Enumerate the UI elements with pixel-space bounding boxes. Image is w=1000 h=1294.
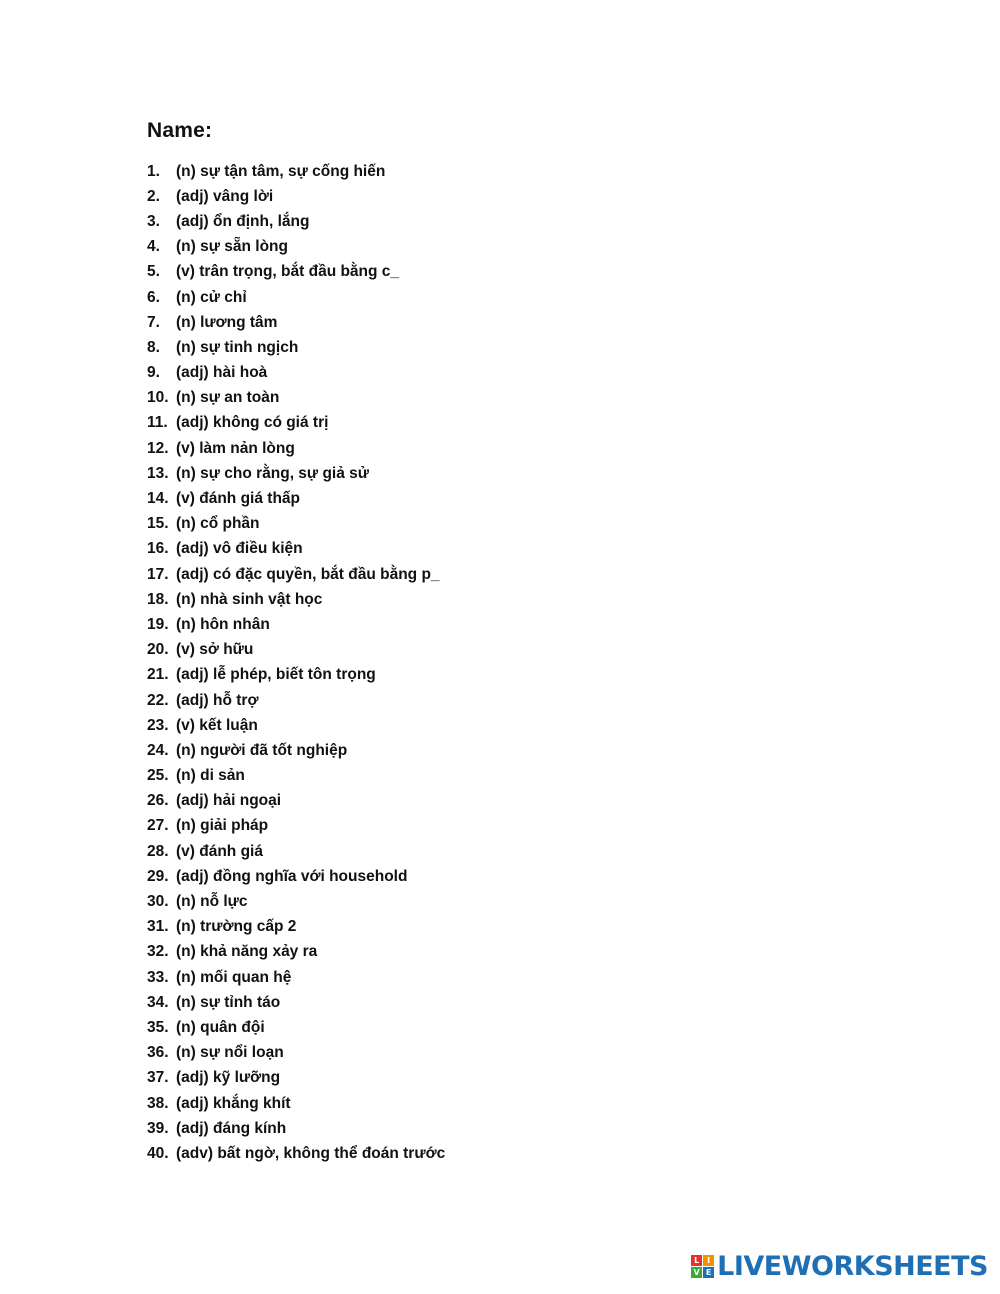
list-item xyxy=(147,789,445,814)
item-text: (adj) kỹ lưỡng xyxy=(176,1069,281,1087)
item-number: 4. xyxy=(147,238,160,256)
item-text: (adj) vâng lời xyxy=(176,187,274,205)
item-number: 27. xyxy=(147,817,169,835)
logo-mark-cell: E xyxy=(703,1267,714,1278)
item-number: 5. xyxy=(147,263,160,281)
list-item xyxy=(147,713,445,738)
item-text: (n) sự tỉnh táo xyxy=(176,993,281,1011)
item-number: 18. xyxy=(147,590,169,608)
item-text: (adj) đáng kính xyxy=(176,1119,287,1137)
item-text: (n) sự an toàn xyxy=(176,389,280,407)
item-text: (adj) hải ngoại xyxy=(176,792,282,810)
item-number: 31. xyxy=(147,918,169,936)
list-item xyxy=(147,335,445,360)
list-item xyxy=(147,486,445,511)
item-text: (n) lương tâm xyxy=(176,313,278,331)
item-text: (n) hôn nhân xyxy=(176,615,270,633)
logo-mark-cell: V xyxy=(691,1267,702,1278)
item-number: 28. xyxy=(147,842,169,860)
item-number: 38. xyxy=(147,1094,169,1112)
item-number: 6. xyxy=(147,288,160,306)
item-number: 19. xyxy=(147,615,169,633)
list-item xyxy=(147,663,445,688)
item-number: 26. xyxy=(147,792,169,810)
list-item xyxy=(147,1141,445,1166)
item-number: 40. xyxy=(147,1144,169,1162)
list-item xyxy=(147,512,445,537)
list-item xyxy=(147,386,445,411)
item-number: 12. xyxy=(147,439,169,457)
item-text: (adj) có đặc quyền, bắt đầu bằng p_ xyxy=(176,565,440,583)
list-item xyxy=(147,285,445,310)
item-number: 20. xyxy=(147,641,169,659)
item-number: 9. xyxy=(147,364,160,382)
list-item xyxy=(147,411,445,436)
item-number: 30. xyxy=(147,893,169,911)
list-item xyxy=(147,310,445,335)
item-text: (adj) đồng nghĩa với household xyxy=(176,867,408,885)
list-item xyxy=(147,965,445,990)
item-text: (v) sở hữu xyxy=(176,641,254,659)
item-text: (adj) khắng khít xyxy=(176,1094,291,1112)
name-heading: Name: xyxy=(147,119,213,142)
item-text: (n) cổ phần xyxy=(176,515,260,533)
item-text: (adv) bất ngờ, không thể đoán trước xyxy=(176,1144,446,1162)
item-text: (n) trường cấp 2 xyxy=(176,918,297,936)
list-item xyxy=(147,587,445,612)
item-number: 36. xyxy=(147,1044,169,1062)
list-item xyxy=(147,612,445,637)
item-text: (v) đánh giá xyxy=(176,842,263,860)
item-text: (n) người đã tốt nghiệp xyxy=(176,741,348,759)
item-number: 39. xyxy=(147,1119,169,1137)
item-number: 13. xyxy=(147,464,169,482)
item-number: 11. xyxy=(147,414,168,432)
list-item xyxy=(147,864,445,889)
item-number: 22. xyxy=(147,691,169,709)
list-item xyxy=(147,990,445,1015)
item-text: (adj) ổn định, lắng xyxy=(176,212,310,230)
liveworksheets-logo xyxy=(691,1251,988,1282)
list-item xyxy=(147,1066,445,1091)
list-item xyxy=(147,814,445,839)
item-number: 10. xyxy=(147,389,169,407)
list-item xyxy=(147,209,445,234)
list-item xyxy=(147,688,445,713)
list-item xyxy=(147,638,445,663)
item-number: 37. xyxy=(147,1069,169,1087)
list-item xyxy=(147,184,445,209)
list-item xyxy=(147,361,445,386)
item-text: (adj) không có giá trị xyxy=(176,414,329,432)
item-number: 14. xyxy=(147,490,169,508)
list-item xyxy=(147,1041,445,1066)
list-item xyxy=(147,1116,445,1141)
item-number: 35. xyxy=(147,1018,169,1036)
item-number: 7. xyxy=(147,313,160,331)
item-number: 24. xyxy=(147,741,169,759)
list-item xyxy=(147,461,445,486)
item-number: 2. xyxy=(147,187,160,205)
item-text: (v) làm nản lòng xyxy=(176,439,295,457)
item-text: (n) nỗ lực xyxy=(176,893,248,911)
item-number: 32. xyxy=(147,943,169,961)
item-text: (n) cử chỉ xyxy=(176,288,247,306)
list-item xyxy=(147,889,445,914)
item-text: (n) quân đội xyxy=(176,1018,265,1036)
item-number: 29. xyxy=(147,867,169,885)
item-text: (adj) hỗ trợ xyxy=(176,691,259,709)
item-number: 3. xyxy=(147,212,160,230)
item-text: (n) mối quan hệ xyxy=(176,968,292,986)
list-item xyxy=(147,1091,445,1116)
logo-mark-icon xyxy=(691,1255,714,1278)
item-number: 34. xyxy=(147,993,169,1011)
item-text: (adj) vô điều kiện xyxy=(176,540,303,558)
list-item xyxy=(147,159,445,184)
item-text: (n) sự tinh ngịch xyxy=(176,338,299,356)
item-text: (n) sự sẵn lòng xyxy=(176,238,288,256)
list-item xyxy=(147,1015,445,1040)
item-number: 33. xyxy=(147,968,169,986)
list-item xyxy=(147,839,445,864)
item-number: 25. xyxy=(147,767,169,785)
list-item xyxy=(147,436,445,461)
item-number: 15. xyxy=(147,515,169,533)
vocabulary-list xyxy=(147,159,445,1167)
item-number: 1. xyxy=(147,162,160,180)
list-item xyxy=(147,260,445,285)
item-number: 23. xyxy=(147,716,169,734)
logo-mark-cell: L xyxy=(691,1255,702,1266)
item-text: (n) khả năng xảy ra xyxy=(176,943,318,961)
item-text: (adj) lễ phép, biết tôn trọng xyxy=(176,666,376,684)
item-text: (v) kết luận xyxy=(176,716,258,734)
item-number: 21. xyxy=(147,666,169,684)
item-text: (v) trân trọng, bắt đầu bằng c_ xyxy=(176,263,400,281)
item-text: (n) sự cho rằng, sự giả sử xyxy=(176,464,370,482)
item-text: (n) giải pháp xyxy=(176,817,269,835)
item-text: (n) nhà sinh vật học xyxy=(176,590,323,608)
item-text: (n) di sản xyxy=(176,767,245,785)
list-item xyxy=(147,738,445,763)
list-item xyxy=(147,915,445,940)
list-item xyxy=(147,235,445,260)
list-item xyxy=(147,537,445,562)
item-text: (n) sự nổi loạn xyxy=(176,1044,284,1062)
item-number: 8. xyxy=(147,338,160,356)
item-text: (v) đánh giá thấp xyxy=(176,490,300,508)
item-text: (n) sự tận tâm, sự cống hiến xyxy=(176,162,386,180)
list-item xyxy=(147,764,445,789)
logo-text: LIVEWORKSHEETS xyxy=(717,1251,988,1282)
item-number: 17. xyxy=(147,565,169,583)
list-item xyxy=(147,940,445,965)
item-number: 16. xyxy=(147,540,169,558)
item-text: (adj) hài hoà xyxy=(176,364,268,382)
list-item xyxy=(147,562,445,587)
logo-mark-cell: I xyxy=(703,1255,714,1266)
